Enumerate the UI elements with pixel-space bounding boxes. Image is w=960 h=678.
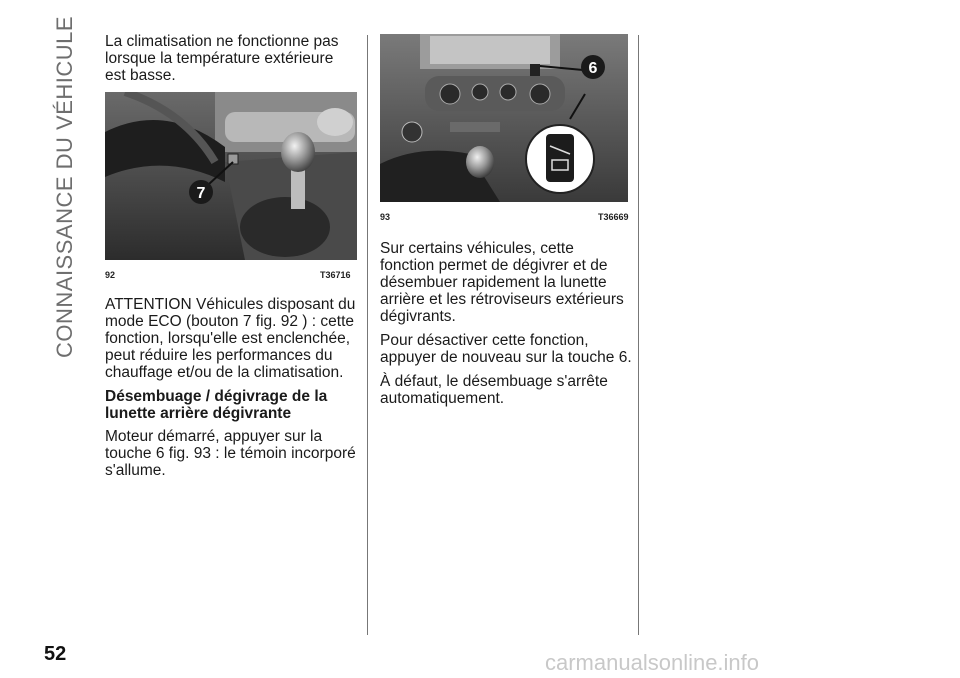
figure-92-image — [105, 92, 357, 260]
column-1-intro — [105, 33, 355, 91]
deactivate-instruction: Pour désactiver cette fonction, appuyer de nouveau sur la touche 6. — [380, 332, 632, 366]
figure-93-image — [380, 34, 628, 202]
section-side-title: CONNAISSANCE DU VÉHICULE — [52, 15, 77, 358]
intro-paragraph: La climatisation ne fonctionne pas lorsque la température extérieure est basse. — [105, 33, 339, 84]
figure-93 — [380, 34, 628, 202]
watermark: carmanualsonline.info — [545, 650, 760, 675]
section-heading: Désembuage / dégivrage de la lunette arrière dégivrante — [105, 388, 328, 422]
figure-93-code: T36669 — [598, 212, 629, 222]
auto-stop-note: À défaut, le désembuage s'arrête automatiquement. — [380, 373, 608, 407]
body-paragraph: Moteur démarré, appuyer sur la touche 6 fig. 93 : le témoin incorporé s'allume. — [105, 428, 356, 479]
column-1-body — [105, 296, 357, 486]
figure-92 — [105, 92, 357, 260]
figure-92-code: T36716 — [320, 270, 351, 280]
figure-93-number: 93 — [380, 212, 391, 222]
attention-paragraph: ATTENTION Véhicules disposant du mode ECO (bouton 7 fig. 92 ) : cette fonction, lorsqu'elle est enclenchée, peut réduire les performances du chauffage et/ou de la climatisation. — [105, 296, 356, 381]
figure-92-callout: 7 — [196, 185, 206, 202]
column-divider-1 — [367, 35, 368, 635]
column-2-body — [380, 240, 632, 414]
figure-92-number: 92 — [105, 270, 116, 280]
column-divider-2 — [638, 35, 639, 635]
defrost-description: Sur certains véhicules, cette fonction permet de dégivrer et de désembuer rapidement la lunette arrière et les rétroviseurs extérieurs dégivrants. — [380, 240, 624, 325]
page-number: 52 — [44, 643, 67, 665]
figure-93-callout: 6 — [588, 60, 598, 77]
